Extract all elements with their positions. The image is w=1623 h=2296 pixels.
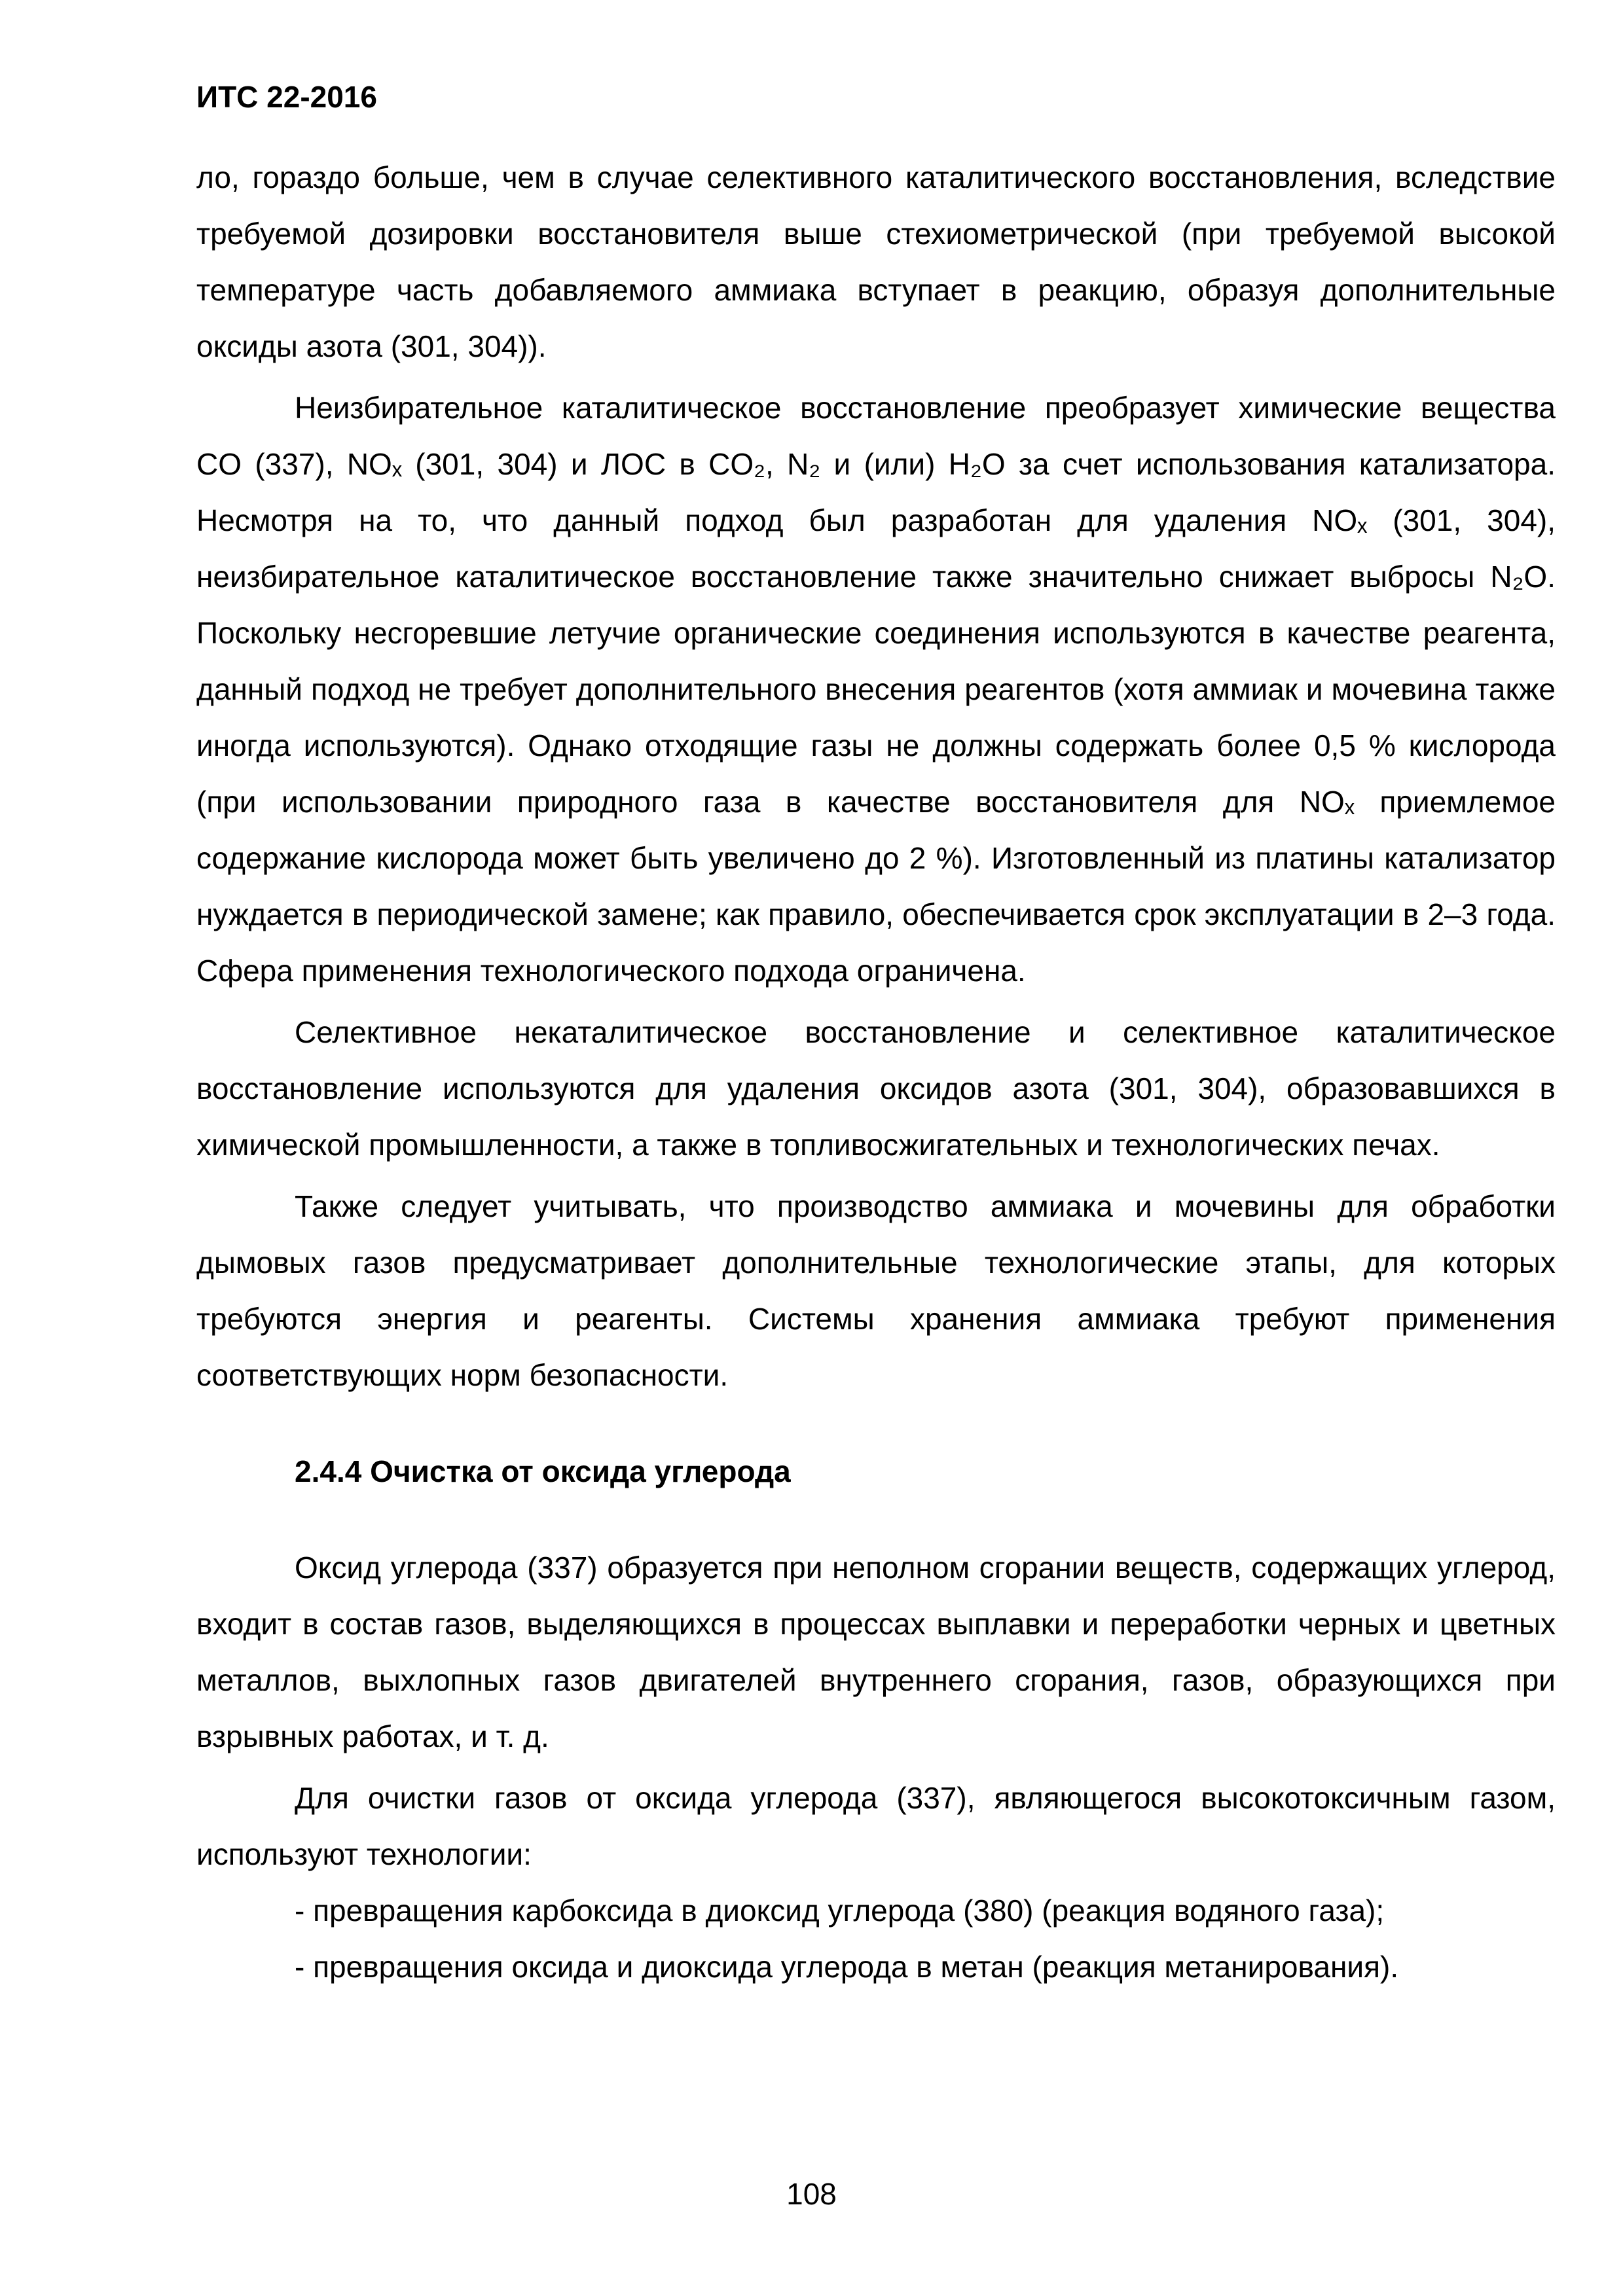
paragraph-carbon-monoxide-origin: Оксид углерода (337) образуется при неполном сгорании веществ, содержащих углерод, входит в состав газов, выделяющихся в процессах выплавки и переработки черных и цветных металлов, выхлопных газов двигателей внутреннего сгорания, газов, образующихся при взрывных работах, и т. д. [196, 1551, 1556, 1753]
list-item: - превращения оксида и диоксида углерода в метан (реакция метанирования). [295, 1950, 1399, 1984]
list-item: - превращения карбоксида в диоксид углерода (380) (реакция водяного газа); [295, 1893, 1385, 1928]
page-body [196, 149, 1556, 1995]
page-number: 108 [786, 2177, 837, 2211]
section-heading: 2.4.4 Очистка от оксида углерода [295, 1454, 791, 1488]
paragraph-carbon-monoxide-technologies: Для очистки газов от оксида углерода (337), являющегося высокотоксичным газом, используют технологии: [196, 1781, 1556, 1871]
paragraph-nonselective-catalytic-reduction: Неизбирательное каталитическое восстановление преобразует химические вещества CO (337), NOₓ (301, 304) и ЛОС в CO₂, N₂ и (или) H₂O за счет использования катализатора. Несмотря на то, что данный подход был разработан для удаления NOₓ (301, 304), неизбирательное каталитическое восстановление также значительно снижает выбросы N₂O. Поскольку несгоревшие летучие органические соединения используются в качестве реагента, данный подход не требует дополнительного внесения реагентов (хотя аммиак и мочевина также иногда используются). Однако отходящие газы не должны содержать более 0,5 % кислорода (при использовании природного газа в качестве восстановителя для NOₓ приемлемое содержание кислорода может быть увеличено до 2 %). Изготовленный из платины катализатор нуждается в периодической замене; как правило, обеспечивается срок эксплуатации в 2–3 года. Сфера применения технологического подхода ограничена. [196, 391, 1556, 988]
paragraph-selective-reduction-usage: Селективное некаталитическое восстановление и селективное каталитическое восстановление используются для удаления оксидов азота (301, 304), образовавшихся в химической промышленности, а также в топливосжигательных и технологических печах. [196, 1015, 1556, 1162]
paragraph-ammonia-considerations: Также следует учитывать, что производство аммиака и мочевины для обработки дымовых газов предусматривает дополнительные технологические этапы, для которых требуются энергия и реагенты. Системы хранения аммиака требуют применения соответствующих норм безопасности. [196, 1189, 1556, 1392]
document-code-header: ИТС 22-2016 [196, 80, 377, 114]
paragraph-continuation: ло, гораздо больше, чем в случае селективного каталитического восстановления, вследствие требуемой дозировки восстановителя выше стехиометрической (при требуемой высокой температуре часть добавляемого аммиака вступает в реакцию, образуя дополнительные оксиды азота (301, 304)). [196, 160, 1556, 363]
